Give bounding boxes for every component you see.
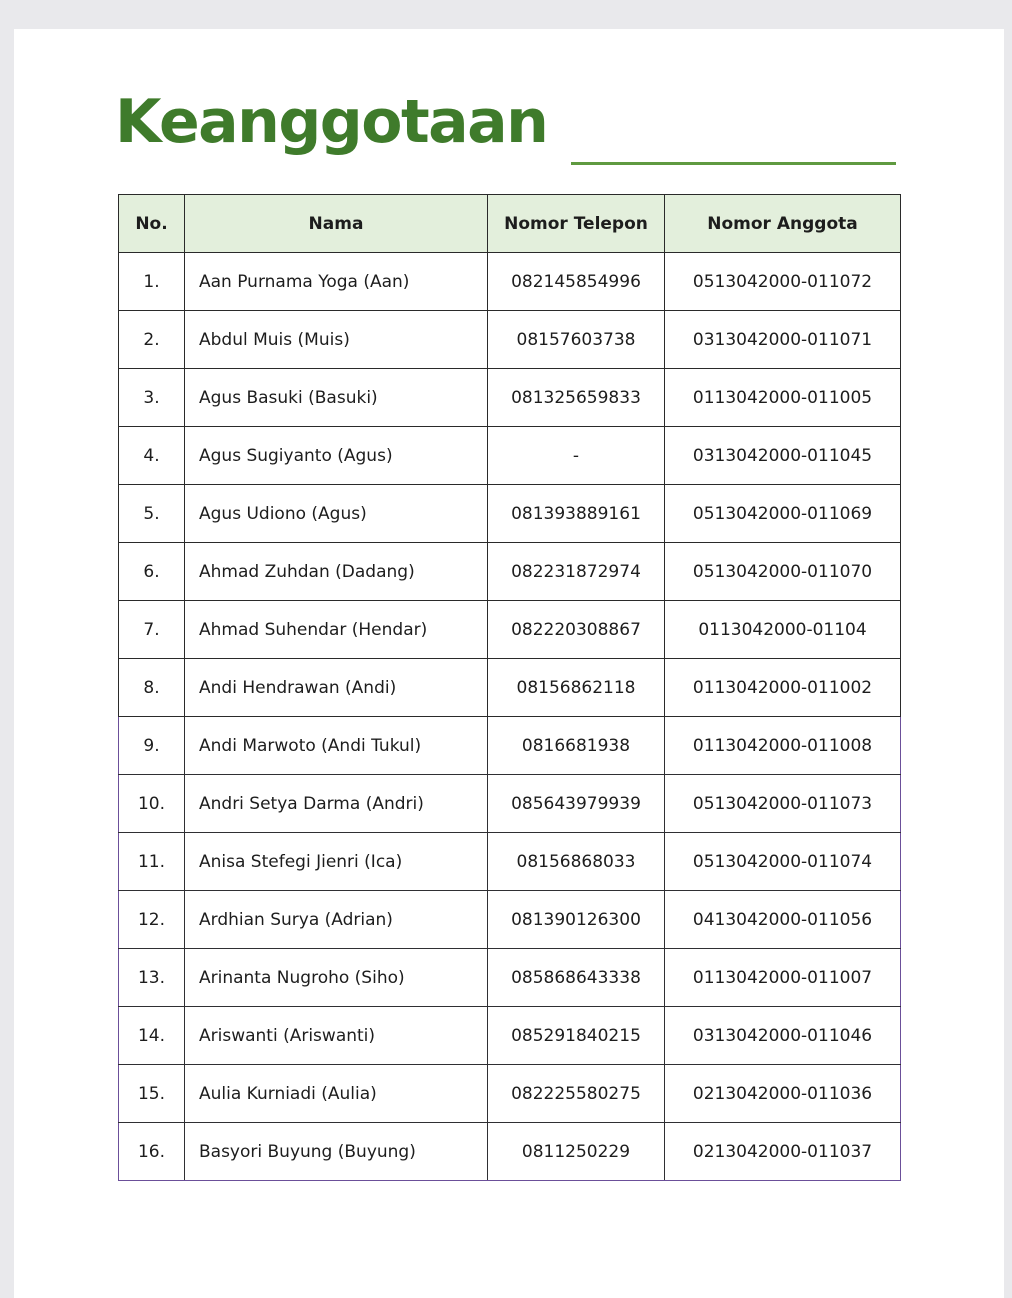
- cell-member-number: 0113042000-011007: [665, 949, 901, 1007]
- table-row: [119, 717, 901, 775]
- cell-member-number: 0113042000-011008: [665, 717, 901, 775]
- cell-member-number: 0313042000-011046: [665, 1007, 901, 1065]
- cell-phone: 085868643338: [488, 949, 665, 1007]
- cell-no: 3.: [119, 369, 185, 427]
- cell-member-number: 0513042000-011069: [665, 485, 901, 543]
- cell-phone: 082220308867: [488, 601, 665, 659]
- cell-phone: 085643979939: [488, 775, 665, 833]
- cell-no: 1.: [119, 253, 185, 311]
- cell-member-number: 0213042000-011036: [665, 1065, 901, 1123]
- cell-phone: 081393889161: [488, 485, 665, 543]
- cell-phone: 08157603738: [488, 311, 665, 369]
- cell-member-number: 0513042000-011073: [665, 775, 901, 833]
- table-row: [119, 369, 901, 427]
- cell-phone: -: [488, 427, 665, 485]
- cell-member-number: 0513042000-011070: [665, 543, 901, 601]
- cell-member-number: 0513042000-011072: [665, 253, 901, 311]
- cell-no: 4.: [119, 427, 185, 485]
- cell-no: 16.: [119, 1123, 185, 1181]
- table-row: [119, 311, 901, 369]
- cell-member-number: 0513042000-011074: [665, 833, 901, 891]
- cell-no: 13.: [119, 949, 185, 1007]
- cell-name: Basyori Buyung (Buyung): [185, 1123, 488, 1181]
- cell-no: 11.: [119, 833, 185, 891]
- cell-no: 9.: [119, 717, 185, 775]
- cell-member-number: 0113042000-011005: [665, 369, 901, 427]
- column-header-member-number: Nomor Anggota: [665, 195, 901, 253]
- cell-member-number: 0413042000-011056: [665, 891, 901, 949]
- cell-no: 14.: [119, 1007, 185, 1065]
- cell-phone: 082145854996: [488, 253, 665, 311]
- cell-phone: 082225580275: [488, 1065, 665, 1123]
- table-row: [119, 427, 901, 485]
- cell-name: Agus Basuki (Basuki): [185, 369, 488, 427]
- cell-member-number: 0313042000-011045: [665, 427, 901, 485]
- cell-phone: 081390126300: [488, 891, 665, 949]
- table-row: [119, 485, 901, 543]
- cell-phone: 085291840215: [488, 1007, 665, 1065]
- cell-name: Andri Setya Darma (Andri): [185, 775, 488, 833]
- cell-member-number: 0113042000-011002: [665, 659, 901, 717]
- cell-phone: 082231872974: [488, 543, 665, 601]
- cell-name: Ahmad Suhendar (Hendar): [185, 601, 488, 659]
- table-header-row: [119, 195, 901, 253]
- page-title: Keanggotaan: [115, 87, 548, 157]
- table-row: [119, 601, 901, 659]
- cell-no: 8.: [119, 659, 185, 717]
- members-table: [118, 194, 901, 1181]
- table-row: [119, 891, 901, 949]
- cell-name: Aan Purnama Yoga (Aan): [185, 253, 488, 311]
- cell-no: 7.: [119, 601, 185, 659]
- cell-no: 15.: [119, 1065, 185, 1123]
- cell-name: Aulia Kurniadi (Aulia): [185, 1065, 488, 1123]
- cell-no: 12.: [119, 891, 185, 949]
- cell-phone: 081325659833: [488, 369, 665, 427]
- table-row: [119, 659, 901, 717]
- cell-phone: 08156868033: [488, 833, 665, 891]
- cell-name: Ahmad Zuhdan (Dadang): [185, 543, 488, 601]
- cell-phone: 0816681938: [488, 717, 665, 775]
- cell-member-number: 0313042000-011071: [665, 311, 901, 369]
- cell-no: 10.: [119, 775, 185, 833]
- column-header-phone: Nomor Telepon: [488, 195, 665, 253]
- cell-name: Ariswanti (Ariswanti): [185, 1007, 488, 1065]
- cell-member-number: 0213042000-011037: [665, 1123, 901, 1181]
- cell-no: 5.: [119, 485, 185, 543]
- cell-member-number: 0113042000-01104: [665, 601, 901, 659]
- cell-no: 2.: [119, 311, 185, 369]
- cell-name: Agus Udiono (Agus): [185, 485, 488, 543]
- cell-name: Arinanta Nugroho (Siho): [185, 949, 488, 1007]
- table-row: [119, 253, 901, 311]
- cell-name: Abdul Muis (Muis): [185, 311, 488, 369]
- table-row: [119, 1007, 901, 1065]
- table-row: [119, 1065, 901, 1123]
- cell-name: Agus Sugiyanto (Agus): [185, 427, 488, 485]
- table-row: [119, 775, 901, 833]
- table-row: [119, 833, 901, 891]
- table-row: [119, 543, 901, 601]
- table-row: [119, 949, 901, 1007]
- cell-name: Andi Hendrawan (Andi): [185, 659, 488, 717]
- cell-name: Andi Marwoto (Andi Tukul): [185, 717, 488, 775]
- cell-no: 6.: [119, 543, 185, 601]
- cell-phone: 08156862118: [488, 659, 665, 717]
- column-header-name: Nama: [185, 195, 488, 253]
- column-header-no: No.: [119, 195, 185, 253]
- table-row: [119, 1123, 901, 1181]
- title-underline-rule: [571, 162, 896, 165]
- cell-phone: 0811250229: [488, 1123, 665, 1181]
- cell-name: Ardhian Surya (Adrian): [185, 891, 488, 949]
- cell-name: Anisa Stefegi Jienri (Ica): [185, 833, 488, 891]
